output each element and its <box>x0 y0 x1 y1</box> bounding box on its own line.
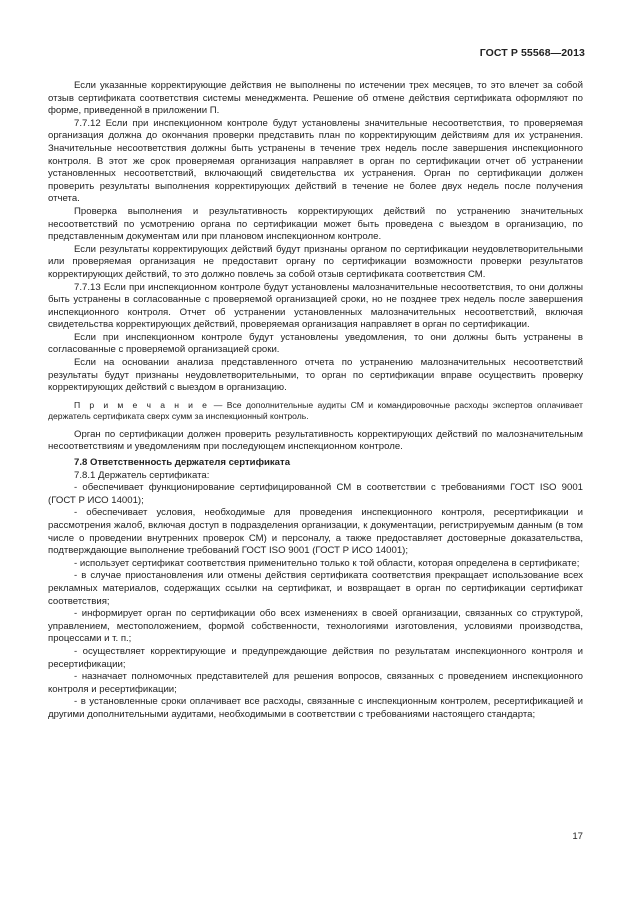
paragraph: Если на основании анализа представленного отчета по устранению малозначительных несоответствий результаты будут признаны неудовлетворительными, то орган по сертификации вправе осуществить проверку корректирующих действий с выездом в организацию. <box>48 357 583 394</box>
paragraph: Проверка выполнения и результативность корректирующих действий по устранению значительных несоответствий по усмотрению органа по сертификации может быть проведена с выездом в организацию, по представленным документам или при плановом инспекционном контроле. <box>48 205 583 243</box>
list-item: - обеспечивает функционирование сертифицированной СМ в соответствии с требованиями ГОСТ ISO 9001 (ГОСТ Р ИСО 14001); <box>48 482 583 506</box>
standard-header: ГОСТ Р 55568—2013 <box>479 47 585 59</box>
page-number: 17 <box>572 831 583 842</box>
list-item: - в установленные сроки оплачивает все расходы, связанные с инспекционным контролем, ресертификацией и другими дополнительными аудитами, необходимыми в соответствии с требованиями настоящего стандарта; <box>48 696 583 720</box>
paragraph-7-7-12: 7.7.12 Если при инспекционном контроле будут установлены значительные несоответствия, то проверяемая организация должна до окончания проверки представить план по корректирующим действиям для их устранения. Значительные несоответствия должны быть устранены в течение трех недель после завершения инспекционного контроля. В этот же срок проверяемая организация направляет в орган по сертификации отчет об устранении установленных несоответствий, включающий свидетельства их устранения. Орган по сертификации должен проверить результаты выполнения корректирующих действий в течение не более двух недель после получения отчета. <box>48 117 583 205</box>
paragraph: Если указанные корректирующие действия не выполнены по истечении трех месяцев, то это влечет за собой отзыв сертификата соответствия системы менеджмента. Решение об отмене действия сертификата оформляют по форме, приведенной в приложении П. <box>48 80 583 117</box>
note-text: — Все дополнительные аудиты СМ и командировочные расходы экспертов оплачивает держатель сертификата сверх сумм за инспекционный контроль. <box>48 399 583 422</box>
note-label: П р и м е ч а н и е <box>74 399 210 410</box>
list-item: - в случае приостановления или отмены действия сертификата соответствия прекращает использование всех рекламных материалов, содержащих ссылки на сертификат, и возвращает в орган по сертификации сертификат соответствия; <box>48 570 583 607</box>
list-item: - обеспечивает условия, необходимые для проведения инспекционного контроля, ресертификации и рассмотрения жалоб, включая доступ в подразделения организации, к документации, регистрируемым данным (в том числе о проведении внутренних проверок СМ) и персоналу, а также предоставляет достоверные доказательства, подтверждающие выполнение требований ГОСТ ISO 9001 (ГОСТ Р ИСО 14001); <box>48 507 583 557</box>
list-item: - осуществляет корректирующие и предупреждающие действия по результатам инспекционного контроля и ресертификации; <box>48 645 583 670</box>
section-heading: 7.8 Ответственность держателя сертификата <box>74 457 291 469</box>
section-subheading: 7.8.1 Держатель сертификата: <box>74 469 210 481</box>
paragraph-7-7-13: 7.7.13 Если при инспекционном контроле будут установлены малозначительные несоответствия, то они должны быть устранены в согласованные с проверяемой организацией сроки, но не позднее трех недель после завершения инспекционного контроля. Отчет об устранении установленных малозначительных несоответствий, включая свидетельства корректирующих действий, проверяемая организация направляет в орган по сертификации. <box>48 281 583 331</box>
paragraph: Орган по сертификации должен проверить результативность корректирующих действий по малозначительным несоответствиям и уведомлениям при последующем инспекционном контроле. <box>48 428 583 453</box>
paragraph: Если при инспекционном контроле будут установлены уведомления, то они должны быть устранены в согласованные с проверяемой организацией сроки. <box>48 331 583 356</box>
note <box>48 400 583 423</box>
list-item: - использует сертификат соответствия применительно только к той области, которая определена в сертификате; <box>74 557 580 569</box>
list-item: - информирует орган по сертификации обо всех изменениях в своей организации, связанных со структурой, управлением, местоположением, формой собственности, технологиями изготовления, условиями производства, процессами и т. п.; <box>48 608 583 645</box>
paragraph: Если результаты корректирующих действий будут признаны органом по сертификации неудовлетворительными или проверяемая организация не предоставит органу по сертификации возможности проверки результатов корректирующих действий, то это должно повлечь за собой отзыв сертификата соответствия СМ. <box>48 243 583 280</box>
document-body <box>48 80 583 722</box>
list-item: - назначает полномочных представителей для решения вопросов, связанных с проведением инспекционного контроля и ресертификации; <box>48 671 583 695</box>
